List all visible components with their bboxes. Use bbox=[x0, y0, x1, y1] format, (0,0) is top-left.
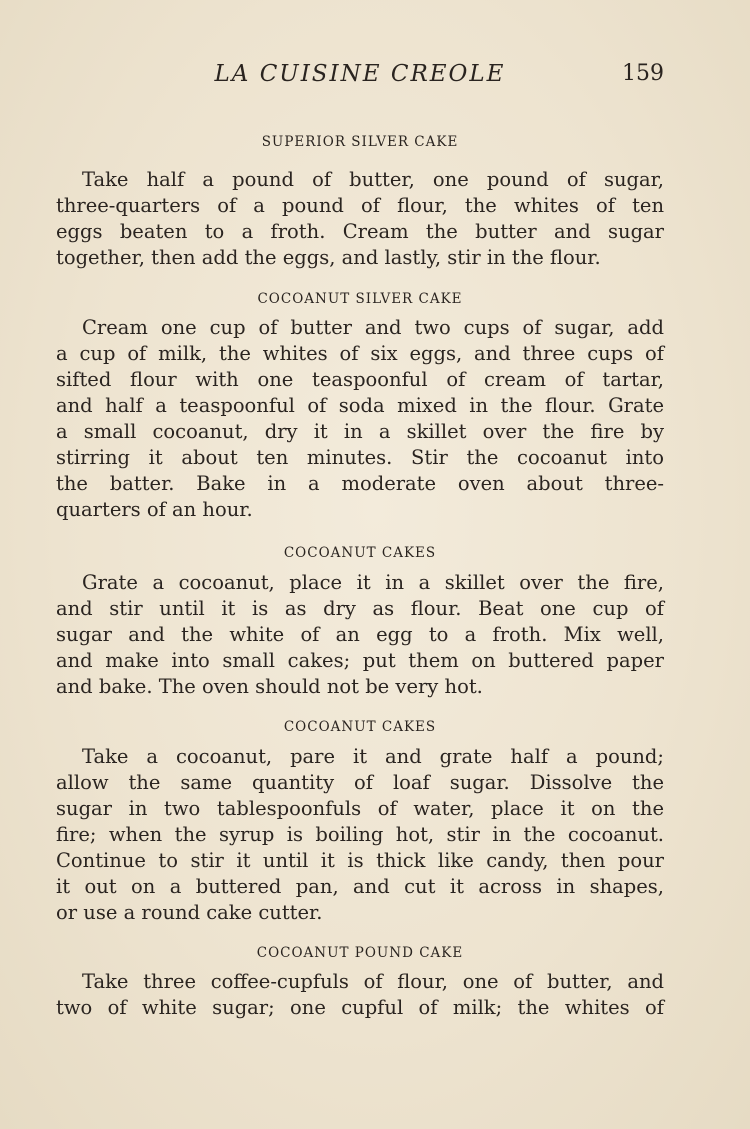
text-line: or use a round cake cutter. bbox=[56, 901, 323, 924]
text-line: quarters of an hour. bbox=[56, 498, 253, 521]
recipe-title: COCOANUT POUND CAKE bbox=[256, 945, 464, 961]
recipe-title: SUPERIOR SILVER CAKE bbox=[261, 134, 459, 150]
text-line: and make into small cakes; put them on buttered paper bbox=[56, 649, 664, 672]
running-title: LA CUISINE CREOLE bbox=[214, 61, 506, 87]
text-line: sugar in two tablespoonfuls of water, place it on the bbox=[56, 797, 664, 820]
text-line: it out on a buttered pan, and cut it across in shapes, bbox=[56, 875, 664, 898]
recipe-body bbox=[56, 315, 664, 523]
text-line: Continue to stir it until it is thick like candy, then pour bbox=[56, 849, 664, 872]
text-line: allow the same quantity of loaf sugar. Dissolve the bbox=[56, 771, 664, 794]
text-line: three-quarters of a pound of flour, the whites of ten bbox=[56, 194, 664, 217]
text-line: and bake. The oven should not be very hot. bbox=[56, 675, 483, 698]
recipe-body bbox=[56, 167, 664, 271]
text-line: sugar and the white of an egg to a froth. Mix well, bbox=[56, 623, 664, 646]
text-line: a cup of milk, the whites of six eggs, and three cups of bbox=[56, 342, 664, 365]
recipe-title: COCOANUT CAKES bbox=[283, 719, 437, 735]
recipe-body bbox=[56, 570, 664, 700]
text-line: Take a cocoanut, pare it and grate half a pound; bbox=[82, 745, 664, 768]
text-line: Take half a pound of butter, one pound of sugar, bbox=[82, 168, 664, 191]
recipe-body bbox=[56, 969, 664, 1021]
text-line: sifted flour with one teaspoonful of cream of tartar, bbox=[56, 368, 664, 391]
text-line: two of white sugar; one cupful of milk; the whites of bbox=[56, 996, 664, 1019]
text-line: and stir until it is as dry as flour. Beat one cup of bbox=[56, 597, 664, 620]
text-line: together, then add the eggs, and lastly, stir in the flour. bbox=[56, 246, 601, 269]
text-line: Take three coffee-cupfuls of flour, one of butter, and bbox=[82, 970, 664, 993]
text-line: the batter. Bake in a moderate oven about three- bbox=[56, 472, 664, 495]
recipe-title: COCOANUT CAKES bbox=[283, 545, 437, 561]
text-line: Grate a cocoanut, place it in a skillet over the fire, bbox=[82, 571, 664, 594]
text-line: eggs beaten to a froth. Cream the butter and sugar bbox=[56, 220, 664, 243]
text-line: stirring it about ten minutes. Stir the cocoanut into bbox=[56, 446, 664, 469]
text-line: fire; when the syrup is boiling hot, stir in the cocoanut. bbox=[56, 823, 664, 846]
recipe-body bbox=[56, 744, 664, 926]
text-line: a small cocoanut, dry it in a skillet over the fire by bbox=[56, 420, 664, 443]
text-line: and half a teaspoonful of soda mixed in the flour. Grate bbox=[56, 394, 664, 417]
page-number: 159 bbox=[622, 61, 664, 86]
recipe-title: COCOANUT SILVER CAKE bbox=[257, 291, 463, 307]
running-head bbox=[56, 58, 664, 90]
text-line: Cream one cup of butter and two cups of sugar, add bbox=[82, 316, 664, 339]
